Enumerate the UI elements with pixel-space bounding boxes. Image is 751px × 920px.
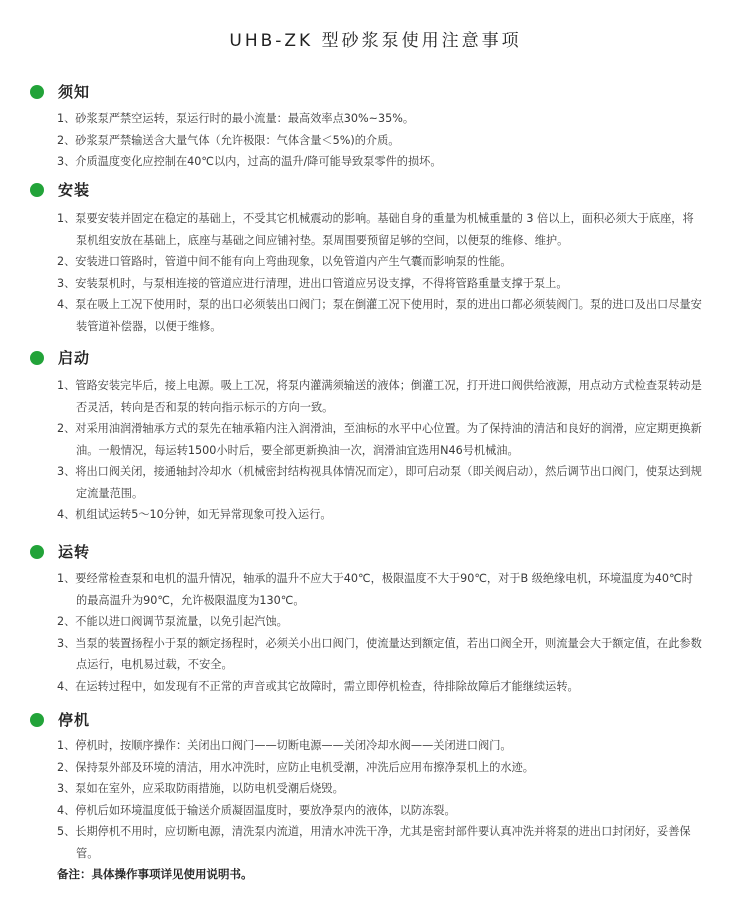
item-list: [0, 735, 751, 864]
green-bullet-icon: [30, 713, 44, 727]
section-shutdown: [0, 708, 751, 864]
page-title: UHB-ZK 型砂浆泵使用注意事项: [229, 31, 522, 51]
list-item: 2、不能以进口阀调节泵流量，以免引起汽蚀。: [57, 615, 288, 628]
section-header: [0, 80, 751, 104]
list-item: 4、在运转过程中，如发现有不正常的声音或其它故障时，需立即停机检查，待排除故障后才能继续运转。: [57, 679, 579, 693]
green-bullet-icon: [30, 85, 44, 99]
section-header: [0, 540, 751, 564]
list-item: 4、机组试运转5～10分钟，如无异常现象可投入运行。: [57, 508, 332, 521]
list-item: 3、当泵的装置扬程小于泵的额定扬程时，必须关小出口阀门，使流量达到额定值，若出口阀全开，则流量会大于额定值，在此参数点运行，电机易过载，不安全。: [57, 636, 702, 671]
section-title: 须知: [58, 83, 91, 101]
section-startup: [0, 346, 751, 526]
list-item: 2、安装进口管路时，管道中间不能有向上弯曲现象，以免管道内产生气囊而影响泵的性能。: [57, 255, 512, 268]
section-header: [0, 178, 751, 202]
section-title: 启动: [58, 349, 91, 367]
list-item: 3、泵如在室外，应采取防雨措施，以防电机受潮后烧毁。: [57, 782, 344, 795]
list-item: 1、管路安装完毕后，接上电源。吸上工况，将泵内灌满须输送的液体；倒灌工况，打开进口阀供给液源，用点动方式检查泵转动是否灵活，转向是否和泵的转向指示标示的方向一致。: [57, 379, 702, 414]
list-item: 4、泵在吸上工况下使用时，泵的出口必须装出口阀门；泵在倒灌工况下使用时，泵的进出口都必须装阀门。泵的进口及出口尽量安装管道补偿器，以便于维修。: [57, 298, 702, 333]
green-bullet-icon: [30, 351, 44, 365]
item-list: [0, 568, 751, 697]
list-item: 1、泵要安装并固定在稳定的基础上，不受其它机械震动的影响。基础自身的重量为机械重量的 3 倍以上，面积必须大于底座，将泵机组安放在基础上，底座与基础之间应铺衬垫。泵周围要预留足够的空间，以便泵的维修、维护。: [57, 212, 694, 247]
green-bullet-icon: [30, 545, 44, 559]
list-item: 2、对采用油润滑轴承方式的泵先在轴承箱内注入润滑油，至油标的水平中心位置。为了保持油的清洁和良好的润滑，应定期更换新油。一般情况，每运转1500小时后，要全部更新换油一次，润滑油宜选用N46号机械油。: [57, 422, 702, 457]
section-header: [0, 708, 751, 732]
section-title: 运转: [58, 543, 91, 561]
section-installation: [0, 178, 751, 337]
list-item: 3、介质温度变化应控制在40℃以内，过高的温升/降可能导致泵零件的损坏。: [57, 155, 442, 168]
list-item: 3、将出口阀关闭，接通轴封冷却水（机械密封结构视具体情况而定），即可启动泵（即关阀启动），然后调节出口阀门，使泵达到规定流量范围。: [57, 465, 702, 500]
list-item: 5、长期停机不用时，应切断电源，清洗泵内流道，用清水冲洗干净，尤其是密封部件要认真冲洗并将泵的进出口封闭好，妥善保管。: [57, 825, 691, 860]
section-title: 停机: [58, 711, 91, 729]
section-notice: [0, 80, 751, 173]
list-item: 3、安装泵机时，与泵相连接的管道应进行清理，进出口管道应另设支撑，不得将管路重量支撑于泵上。: [57, 276, 568, 290]
item-list: [0, 375, 751, 526]
item-list: [0, 108, 751, 173]
list-item: 1、停机时，按顺序操作：关闭出口阀门——切断电源——关闭冷却水阀——关闭进口阀门。: [57, 739, 512, 752]
list-item: 1、要经常检查泵和电机的温升情况，轴承的温升不应大于40℃，极限温度不大于90℃，对于B 级绝缘电机，环境温度为40℃时的最高温升为90℃，允许极限温度为130℃。: [57, 572, 693, 607]
remark-note: 备注：具体操作事项详见使用说明书。: [57, 867, 253, 881]
section-title: 安装: [58, 181, 91, 199]
item-list: [0, 208, 751, 337]
list-item: 2、砂浆泵严禁输送含大量气体（允许极限：气体含量＜5%)的介质。: [57, 133, 400, 147]
section-operation: [0, 540, 751, 697]
section-header: [0, 346, 751, 370]
green-bullet-icon: [30, 183, 44, 197]
list-item: 2、保持泵外部及环境的清洁，用水冲洗时，应防止电机受潮，冲洗后应用布擦净泵机上的水迹。: [57, 760, 534, 774]
list-item: 4、停机后如环境温度低于输送介质凝固温度时，要放净泵内的液体，以防冻裂。: [57, 803, 456, 817]
list-item: 1、砂浆泵严禁空运转，泵运行时的最小流量：最高效率点30%~35%。: [57, 112, 415, 125]
